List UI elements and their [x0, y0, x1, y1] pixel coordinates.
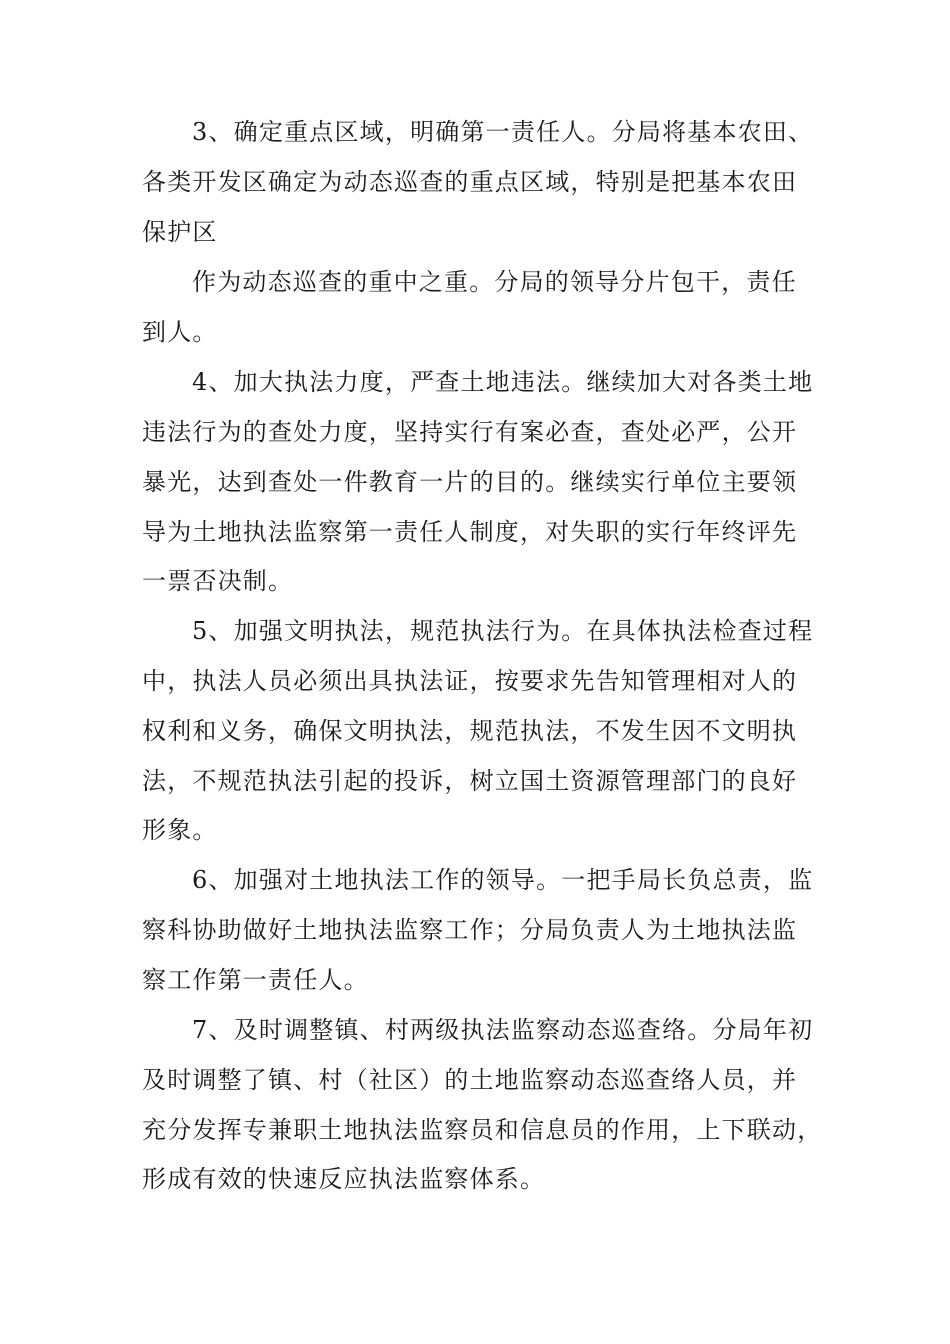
paragraph-5-line-4: 法，不规范执法引起的投诉，树立国土资源管理部门的良好: [142, 767, 798, 795]
paragraph-7-line-3: 充分发挥专兼职土地执法监察员和信息员的作用，上下联动，: [142, 1116, 823, 1144]
paragraph-6-line-3: 察工作第一责任人。: [142, 966, 369, 994]
paragraph-3-line-1: 3、确定重点区域，明确第一责任人。分局将基本农田、: [192, 118, 814, 146]
paragraph-3b-line-1: 作为动态巡查的重中之重。分局的领导分片包干，责任: [192, 268, 797, 296]
paragraph-4-line-4: 导为土地执法监察第一责任人制度，对失职的实行年终评先: [142, 518, 798, 546]
paragraph-6-line-1: 6、加强对土地执法工作的领导。一把手局长负总责，监: [192, 866, 814, 894]
paragraph-3b-line-2: 到人。: [142, 318, 218, 346]
paragraph-6-line-2: 察科协助做好土地执法监察工作；分局负责人为土地执法监: [142, 916, 798, 944]
paragraph-7-line-4: 形成有效的快速反应执法监察体系。: [142, 1165, 546, 1193]
paragraph-3-line-3: 保护区: [142, 218, 218, 246]
paragraph-4-line-1: 4、加大执法力度，严查土地违法。继续加大对各类土地: [192, 368, 814, 396]
paragraph-7-line-2: 及时调整了镇、村（社区）的土地监察动态巡查络人员，并: [142, 1066, 798, 1094]
paragraph-7-line-1: 7、及时调整镇、村两级执法监察动态巡查络。分局年初: [192, 1016, 814, 1044]
paragraph-5-line-3: 权利和义务，确保文明执法，规范执法，不发生因不文明执: [142, 717, 798, 745]
paragraph-4-line-5: 一票否决制。: [142, 567, 294, 595]
paragraph-4-line-3: 暴光，达到查处一件教育一片的目的。继续实行单位主要领: [142, 468, 798, 496]
paragraph-3-line-2: 各类开发区确定为动态巡查的重点区域，特别是把基本农田: [142, 168, 798, 196]
paragraph-5-line-1: 5、加强文明执法，规范执法行为。在具体执法检查过程: [192, 617, 814, 645]
paragraph-5-line-2: 中，执法人员必须出具执法证，按要求先告知管理相对人的: [142, 667, 798, 695]
paragraph-4-line-2: 违法行为的查处力度，坚持实行有案必查，查处必严，公开: [142, 418, 798, 446]
paragraph-5-line-5: 形象。: [142, 816, 218, 844]
